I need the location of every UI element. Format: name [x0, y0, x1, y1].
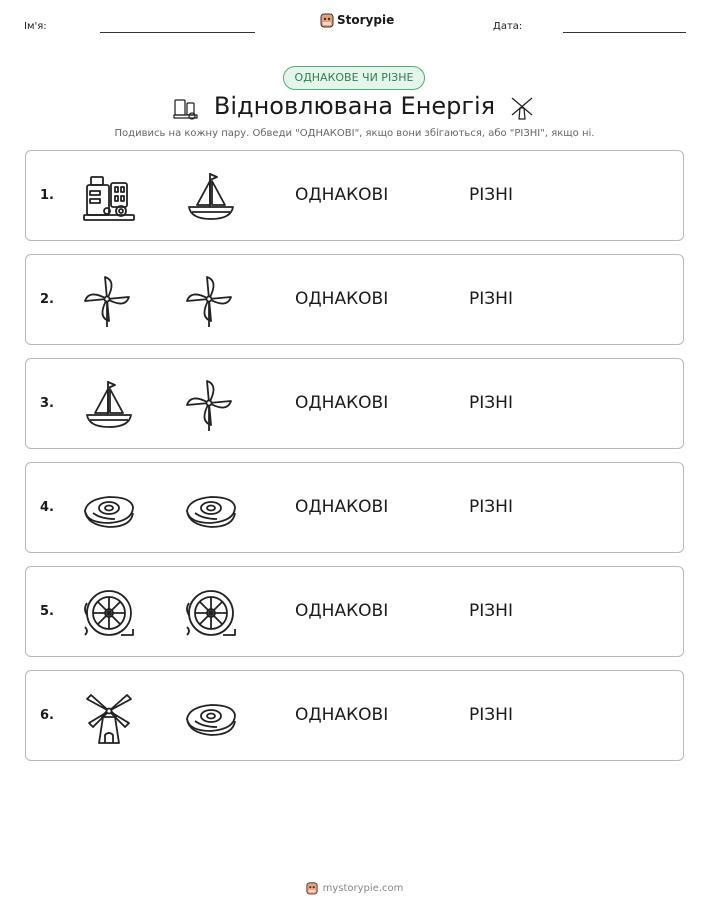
- water-wheel-icon: [81, 585, 137, 641]
- windmill-icon: [81, 689, 137, 745]
- solar-disc-icon: [81, 481, 137, 537]
- option-same[interactable]: ОДНАКОВІ: [295, 497, 389, 517]
- option-different[interactable]: РІЗНІ: [469, 185, 513, 205]
- date-label: Дата:: [493, 21, 523, 32]
- option-same[interactable]: ОДНАКОВІ: [295, 601, 389, 621]
- windmill-icon: [508, 93, 536, 125]
- option-same[interactable]: ОДНАКОВІ: [295, 289, 389, 309]
- solar-disc-icon: [183, 481, 239, 537]
- option-same[interactable]: ОДНАКОВІ: [295, 393, 389, 413]
- water-wheel-icon: [183, 585, 239, 641]
- footer: [0, 881, 709, 895]
- option-different[interactable]: РІЗНІ: [469, 497, 513, 517]
- pinwheel-icon: [183, 273, 239, 329]
- option-different[interactable]: РІЗНІ: [469, 601, 513, 621]
- sailboat-icon: [183, 169, 239, 225]
- brand-logo: [320, 12, 394, 28]
- solar-disc-icon: [183, 689, 239, 745]
- row-number: 6.: [40, 708, 54, 723]
- option-same[interactable]: ОДНАКОВІ: [295, 705, 389, 725]
- option-same[interactable]: ОДНАКОВІ: [295, 185, 389, 205]
- row-number: 4.: [40, 500, 54, 515]
- instructions: Подивись на кожну пару. Обведи "ОДНАКОВІ", якщо вони збігаються, або "РІЗНІ", якщо ні.: [114, 128, 595, 139]
- factory-icon: [81, 169, 137, 225]
- option-different[interactable]: РІЗНІ: [469, 393, 513, 413]
- question-row-5: [25, 566, 684, 657]
- activity-badge: ОДНАКОВЕ ЧИ РІЗНЕ: [283, 66, 425, 90]
- question-row-1: [25, 150, 684, 241]
- brand-name: Storypie: [337, 13, 395, 27]
- option-different[interactable]: РІЗНІ: [469, 289, 513, 309]
- sailboat-icon: [81, 377, 137, 433]
- row-number: 1.: [40, 188, 54, 203]
- question-row-4: [25, 462, 684, 553]
- date-line[interactable]: [563, 32, 686, 33]
- storypie-mascot-icon: [306, 881, 318, 895]
- row-number: 5.: [40, 604, 54, 619]
- question-row-2: [25, 254, 684, 345]
- option-different[interactable]: РІЗНІ: [469, 705, 513, 725]
- row-number: 3.: [40, 396, 54, 411]
- name-line[interactable]: [100, 32, 255, 33]
- page-title: Відновлювана Енергія: [213, 92, 496, 120]
- question-row-6: [25, 670, 684, 761]
- name-label: Ім'я:: [24, 21, 47, 32]
- pinwheel-icon: [81, 273, 137, 329]
- question-row-3: [25, 358, 684, 449]
- row-number: 2.: [40, 292, 54, 307]
- pinwheel-icon: [183, 377, 239, 433]
- footer-url[interactable]: mystorypie.com: [322, 882, 404, 894]
- storypie-mascot-icon: [320, 12, 334, 28]
